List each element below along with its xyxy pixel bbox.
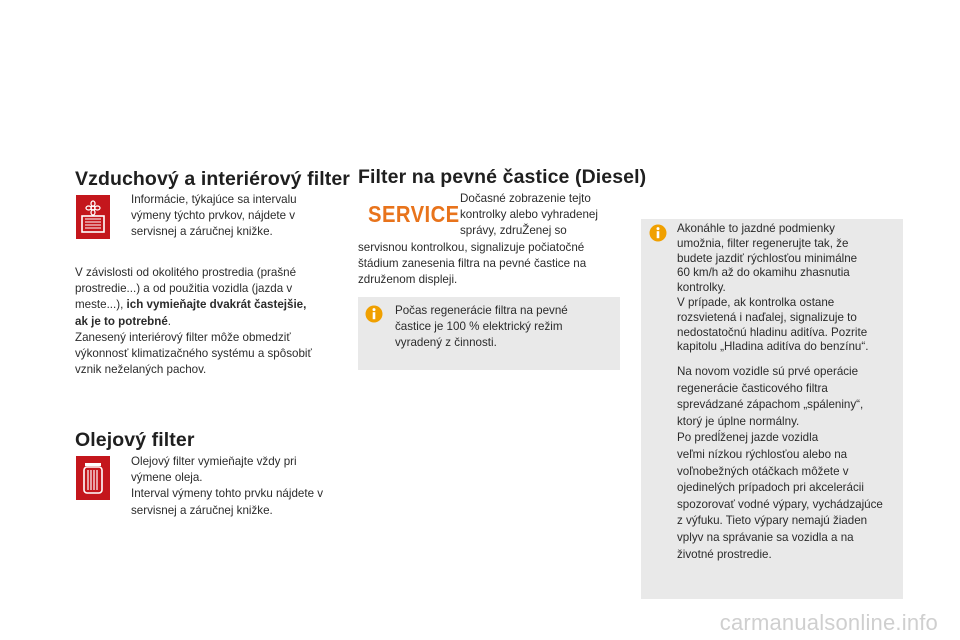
air-filter-intro: Informácie, týkajúce sa intervalu výmeny týchto prvkov, nájdete v servisnej a záručnej knižke.	[131, 193, 297, 239]
side-info-block2: Na novom vozidle sú prvé operácie regenerácie časticového filtra sprevádzané zápachom „spáleniny“, ktorý je úplne normálny. Po predĺženej jazde vozidla veľmi nízkou rýchlosťou alebo na voľnobežných otáčkach môžete v ojedinelých prípadoch pri akcelerácii spozorovať vodné výpary, vychádzajúce z výfuku. Tieto výpary nemajú žiaden vplyv na správanie sa vozidla a na životné prostredie.	[677, 365, 883, 561]
info-icon	[649, 224, 667, 242]
side-info-block1: Akonáhle to jazdné podmienky umožnia, filter regenerujte tak, že budete jazdiť rýchlosťou minimálne 60 km/h až do okamihu zhasnutia kontrolky. V prípade, ak kontrolka ostane rozsvietená i naďalej, signalizuje to nedostatočnú hladinu aditíva. Pozrite kapitolu „Hladina aditíva do benzínu“.	[677, 222, 869, 354]
oil-filter-icon	[76, 456, 110, 500]
particle-filter-text-full: servisnou kontrolkou, signalizuje počiatočné štádium zanesenia filtra na pevné častice na združenom displeji.	[358, 241, 587, 287]
air-filter-paragraph: V závislosti od okolitého prostredia (prašné prostredie...) a od použitia vozidla (jazda v meste...), ich vymieňajte dvakrát častejšie, ak je to potrebné. Zanesený interiérový filter môže obmedziť výkonnosť klimatizačného systému a spôsobiť vznik neželaných pachov.	[75, 266, 312, 377]
side-info-panel	[641, 219, 903, 599]
service-warning-icon: SERVICE	[368, 201, 460, 227]
watermark: carmanualsonline.info	[719, 610, 938, 635]
oil-filter-heading: Olejový filter	[75, 429, 195, 451]
particle-filter-heading: Filter na pevné častice (Diesel)	[358, 166, 647, 188]
regeneration-info-text: Počas regenerácie filtra na pevné častice je 100 % elektrický režim vyradený z činnosti.	[395, 304, 568, 350]
particle-filter-text-right: Dočasné zobrazenie tejto kontrolky alebo vyhradenej správy, zdruŽenej so	[460, 192, 598, 238]
regeneration-info-panel	[358, 297, 620, 370]
oil-filter-text: Olejový filter vymieňajte vždy pri výmene oleja. Interval výmeny tohto prvku nájdete v servisnej a záručnej knižke.	[131, 455, 324, 517]
info-icon	[365, 305, 383, 323]
cabin-filter-icon	[76, 195, 110, 239]
air-filter-heading: Vzduchový a interiérový filter	[75, 168, 350, 190]
